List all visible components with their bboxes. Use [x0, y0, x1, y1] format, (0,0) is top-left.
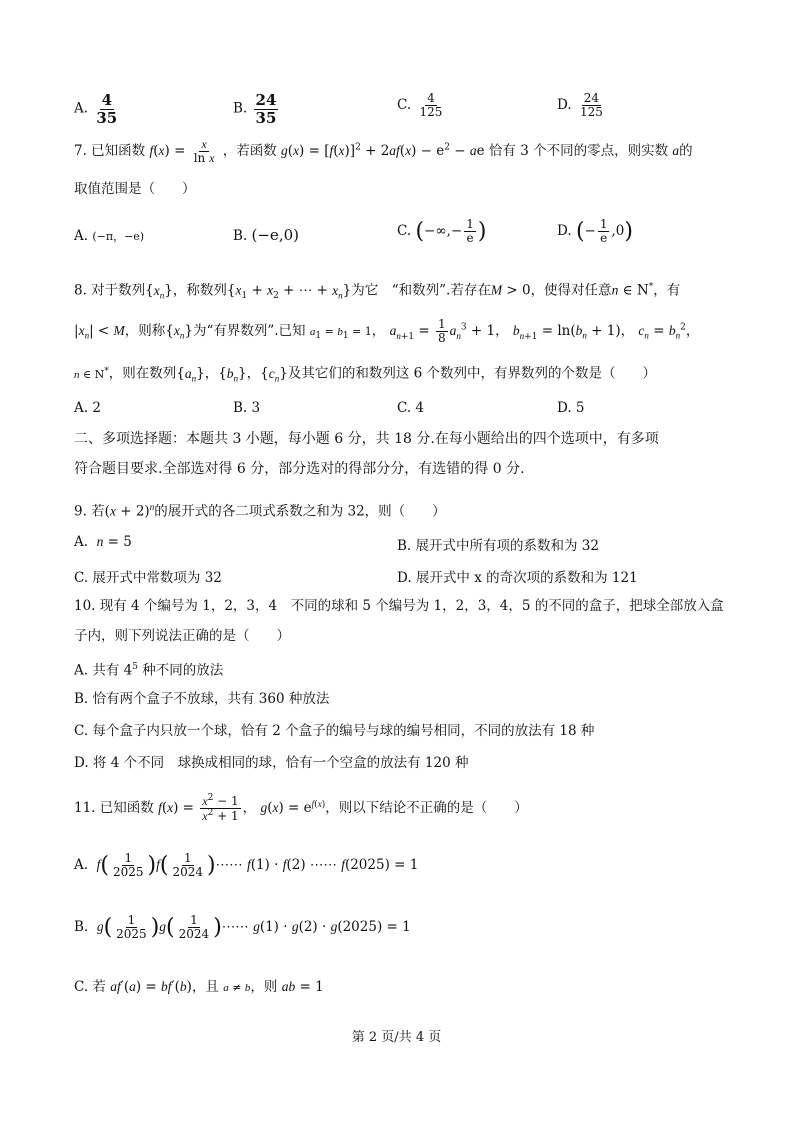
q7-stem-line2: 取值范围是（ ）	[74, 181, 196, 197]
section2-title-line1: 二、多项选择题：本题共 3 小题，每小题 6 分，共 18 分.在每小题给出的四个选项中，有多项	[74, 431, 659, 447]
q10-option-b: B. 恰有两个盒子不放球，共有 360 种放法	[74, 691, 330, 707]
q9-option-b: B. 展开式中所有项的系数和为 32	[397, 538, 599, 554]
q8-option-c: C. 4	[397, 400, 425, 416]
q10-stem-line2: 子内，则下列说法正确的是（ ）	[74, 628, 290, 644]
q11-stem: 11. 已知函数 f(x) = $\frac{x^2 - 1}{x^2 + 1}$ ， $g(x) = e^{f(x)}$，则以下结论不正确的是（ ）	[74, 793, 528, 824]
q7-stem: 7. 已知函数 f(x) = $\frac{x}{\text{ln x}}$ ，若函数 $g(x) = [f(x)]^2 + 2af(x) - e^2$ − ae 恰有 3 个不同的零点，则实数 a的	[74, 137, 693, 166]
q7-option-c: C. (−∞,− $\frac{1}{e}$ )	[397, 217, 487, 246]
q6-option-c: C. $\frac{4}{125}$	[397, 91, 443, 120]
q9-option-a: A. n = 5	[74, 534, 132, 550]
q6-option-b: B. $\frac{24}{35}$	[233, 91, 277, 127]
q8-option-d: D. 5	[557, 400, 585, 416]
q8-stem-line2: $|x_n| < M$，则称$\{x_n\}$为“有界数列”.已知 $a_1 = b_1 = 1$， $a_{n+1}$ = $\frac{1}{8}$ $a_n^3 + 1$， $b_{n+1} = \ln(b_n + 1)$， $c_n = b_n^2$，	[74, 317, 700, 346]
q9-option-d: D. 展开式中 x 的奇次项的系数和为 121	[397, 570, 638, 586]
q11-option-b: B. g( $\frac{1}{2025}$ )g( $\frac{1}{2024}$ )⋯⋯ g(1) · g(2) · g(2025) = 1	[74, 913, 411, 942]
q10-option-c: C. 每个盒子内只放一个球，恰有 2 个盒子的编号与球的编号相同，不同的放法有 18 种	[74, 723, 595, 739]
q8-stem-line1: 8. 对于数列$\{x_n\}$，称数列{$x_1 + x_2$ + ⋯ + $x_n$}为它 “和数列”.若存在M > 0，使得对任意n ∈ N*，有	[74, 282, 681, 302]
q8-option-b: B. 3	[233, 400, 261, 416]
q11-option-a: A. f( $\frac{1}{2025}$ )f( $\frac{1}{2024}$ )⋯⋯ f(1) · f(2) ⋯⋯ f(2025) = 1	[74, 851, 419, 880]
q7-option-b: B. (−e,0)	[233, 226, 299, 244]
q8-stem-line3: n ∈ N*，则在数列$\{a_n\}$，$\{b_n\}$，$\{c_n\}$及其它们的和数列这 6 个数列中，有界数列的个数是（ ）	[74, 365, 656, 384]
q8-option-a: A. 2	[74, 400, 101, 416]
q7-option-a: A. (−π，−e)	[74, 228, 145, 244]
section2-title-line2: 符合题目要求.全部选对得 6 分，部分选对的得部分分，有选错的得 0 分.	[74, 461, 525, 477]
q11-option-c: C. 若 af′(a) = bf′(b)，且 a ≠ b，则 ab = 1	[74, 979, 324, 995]
q9-stem: 9. 若$(x + 2)^n$的展开式的各二项式系数之和为 32，则（ ）	[74, 502, 446, 520]
q10-option-d: D. 将 4 个不同 球换成相同的球，恰有一个空盒的放法有 120 种	[74, 755, 469, 771]
q10-option-a: A. 共有 $4^5$ 种不同的放法	[74, 662, 224, 679]
q6-option-d: D. $\frac{24}{125}$	[557, 91, 603, 120]
q10-stem-line1: 10. 现有 4 个编号为 1，2，3，4 不同的球和 5 个编号为 1，2，3，4，5 的不同的盒子，把球全部放入盒	[74, 598, 724, 614]
q6-option-a: A. $\frac{4}{35}$	[74, 91, 118, 127]
page-footer: 第 2 页/共 4 页	[351, 1030, 442, 1045]
q7-option-d: D. (− $\frac{1}{e}$ ,0)	[557, 217, 633, 246]
q9-option-c: C. 展开式中常数项为 32	[74, 570, 222, 586]
